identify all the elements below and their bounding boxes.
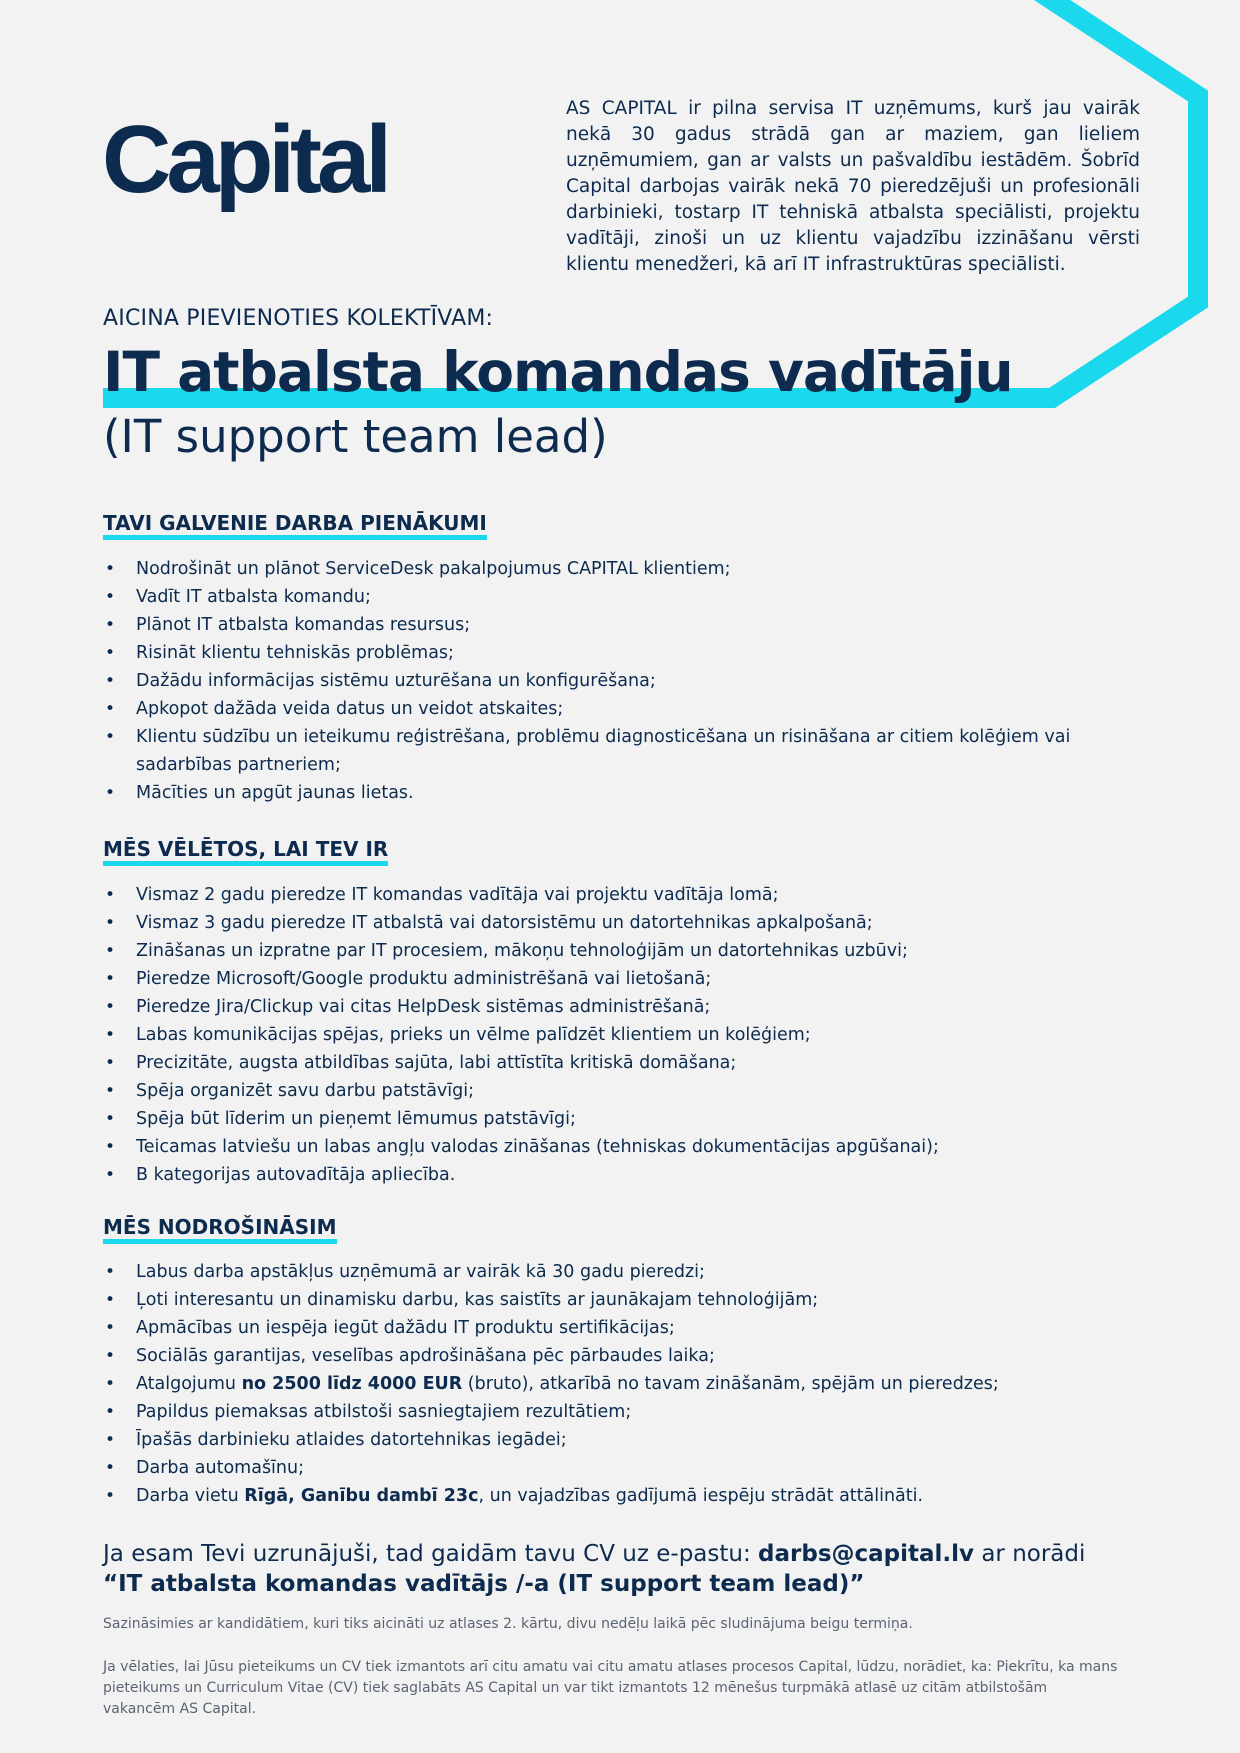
cta-subject-line: “IT atbalsta komandas vadītājs /-a (IT support team lead)” bbox=[103, 1571, 865, 1597]
company-intro: AS CAPITAL ir pilna servisa IT uzņēmums, kurš jau vairāk nekā 30 gadus strādā gan ar maziem, gan lieliem uzņēmumiem, gan ar valsts un pašvaldību iestādēm. Šobrīd Capital darbojas vairāk nekā 70 pieredzējuši un profesionāli darbinieki, tostarp IT tehniskā atbalsta speciālisti, projektu vadītāji, zinoši un uz klientu vajadzību izzināšanu vērsti klientu menedžeri, kā arī IT infrastruktūras speciālisti. bbox=[566, 98, 1140, 275]
list-item: • Spēja organizēt savu darbu patstāvīgi; bbox=[103, 1077, 1103, 1105]
invitation-subtitle: AICINA PIEVIENOTIES KOLEKTĪVAM: bbox=[103, 306, 494, 331]
list-item: • Pieredze Microsoft/Google produktu administrēšanā vai lietošanā; bbox=[103, 965, 1103, 993]
contact-note: Sazināsimies ar kandidātiem, kuri tiks aicināti uz atlases 2. kārtu, divu nedēļu laikā pēc sludinājuma beigu termiņa. bbox=[103, 1616, 913, 1632]
duties-list bbox=[103, 555, 1103, 807]
list-item: • Papildus piemaksas atbilstoši sasniegtajiem rezultātiem; bbox=[103, 1398, 1103, 1426]
capital-logo bbox=[102, 104, 402, 214]
list-item: • Vismaz 3 gadu pieredze IT atbalstā vai datorsistēmu un datortehnikas apkalpošanā; bbox=[103, 909, 1103, 937]
list-item: • Zināšanas un izpratne par IT procesiem, mākoņu tehnoloģijām un datortehnikas uzbūvi; bbox=[103, 937, 1103, 965]
svg-text:Capital: Capital bbox=[102, 106, 388, 213]
offer-list bbox=[103, 1258, 1103, 1510]
list-item: • Labus darba apstākļus uzņēmumā ar vairāk kā 30 gadu pieredzi; bbox=[103, 1258, 1103, 1286]
list-item: • Plānot IT atbalsta komandas resursus; bbox=[103, 611, 1103, 639]
consent-note: Ja vēlaties, lai Jūsu pieteikums un CV tiek izmantots arī citu amatu vai citu amatu atlases procesos Capital, lūdzu, norādiet, ka: Piekrītu, ka mans pieteikums un Curriculum Vitae (CV) tiek saglabāts AS Capital un var tikt izmantots 12 mēnešus turpmākā atlasē uz citām atbilstošām vakancēm AS Capital. bbox=[103, 1659, 1118, 1717]
list-item: • Dažādu informācijas sistēmu uzturēšana un konfigurēšana; bbox=[103, 667, 1103, 695]
list-item: • Vismaz 2 gadu pieredze IT komandas vadītāja vai projektu vadītāja lomā; bbox=[103, 881, 1103, 909]
list-item-highlight: Rīgā, Ganību dambī 23c bbox=[244, 1486, 479, 1506]
list-item: • Pieredze Jira/Clickup vai citas HelpDesk sistēmas administrēšanā; bbox=[103, 993, 1103, 1021]
list-item: • Precizitāte, augsta atbildības sajūta, labi attīstīta kritiskā domāšana; bbox=[103, 1049, 1103, 1077]
cta-text: Ja esam Tevi uzrunājuši, tad gaidām tavu CV uz e-pastu: bbox=[103, 1541, 759, 1567]
job-title: IT atbalsta komandas vadītāju bbox=[103, 340, 1013, 404]
list-item: • Ļoti interesantu un dinamisku darbu, kas saistīts ar jaunākajam tehnoloģijām; bbox=[103, 1286, 1103, 1314]
list-item: • Mācīties un apgūt jaunas lietas. bbox=[103, 779, 1103, 807]
list-item bbox=[103, 1482, 1103, 1510]
list-item-highlight: no 2500 līdz 4000 EUR bbox=[241, 1374, 463, 1394]
list-item: • Spēja būt līderim un pieņemt lēmumus patstāvīgi; bbox=[103, 1105, 1103, 1133]
list-item: • Apmācības un iespēja iegūt dažādu IT produktu sertifikācijas; bbox=[103, 1314, 1103, 1342]
list-item bbox=[103, 1370, 1103, 1398]
requirements-list bbox=[103, 881, 1103, 1189]
application-call-to-action bbox=[103, 1539, 1163, 1599]
section-heading-requirements: MĒS VĒLĒTOS, LAI TEV IR bbox=[103, 837, 388, 866]
list-item: • B kategorijas autovadītāja apliecība. bbox=[103, 1161, 1103, 1189]
list-item-text: , un vajadzības gadījumā iespēju strādāt attālināti. bbox=[478, 1486, 924, 1506]
list-item: • Īpašās darbinieku atlaides datortehnikas iegādei; bbox=[103, 1426, 1103, 1454]
list-item: • Apkopot dažāda veida datus un veidot atskaites; bbox=[103, 695, 1103, 723]
list-item: • Sociālās garantijas, veselības apdrošināšana pēc pārbaudes laika; bbox=[103, 1342, 1103, 1370]
section-heading-duties: TAVI GALVENIE DARBA PIENĀKUMI bbox=[103, 511, 487, 540]
list-item: • Klientu sūdzību un ieteikumu reģistrēšana, problēmu diagnosticēšana un risināšana ar citiem kolēģiem vai sadarbības partneriem; bbox=[103, 723, 1103, 779]
list-item: • Vadīt IT atbalsta komandu; bbox=[103, 583, 1103, 611]
list-item: • Darba automašīnu; bbox=[103, 1454, 1103, 1482]
list-item-text: Darba vietu bbox=[136, 1486, 245, 1506]
job-title-english: (IT support team lead) bbox=[103, 410, 608, 463]
list-item: • Teicamas latviešu un labas angļu valodas zināšanas (tehniskas dokumentācijas apgūšanai); bbox=[103, 1133, 1103, 1161]
application-email-link[interactable]: darbs@capital.lv bbox=[758, 1541, 975, 1567]
section-heading-offer: MĒS NODROŠINĀSIM bbox=[103, 1215, 337, 1244]
list-item: • Nodrošināt un plānot ServiceDesk pakalpojumus CAPITAL klientiem; bbox=[103, 555, 1103, 583]
list-item: • Labas komunikācijas spējas, prieks un vēlme palīdzēt klientiem un kolēģiem; bbox=[103, 1021, 1103, 1049]
list-item: • Risināt klientu tehniskās problēmas; bbox=[103, 639, 1103, 667]
cta-text-suffix: ar norādi bbox=[974, 1541, 1086, 1567]
list-item-text: Atalgojumu bbox=[136, 1374, 242, 1394]
list-item-text: (bruto), atkarībā no tavam zināšanām, spējām un pieredzes; bbox=[462, 1374, 999, 1394]
